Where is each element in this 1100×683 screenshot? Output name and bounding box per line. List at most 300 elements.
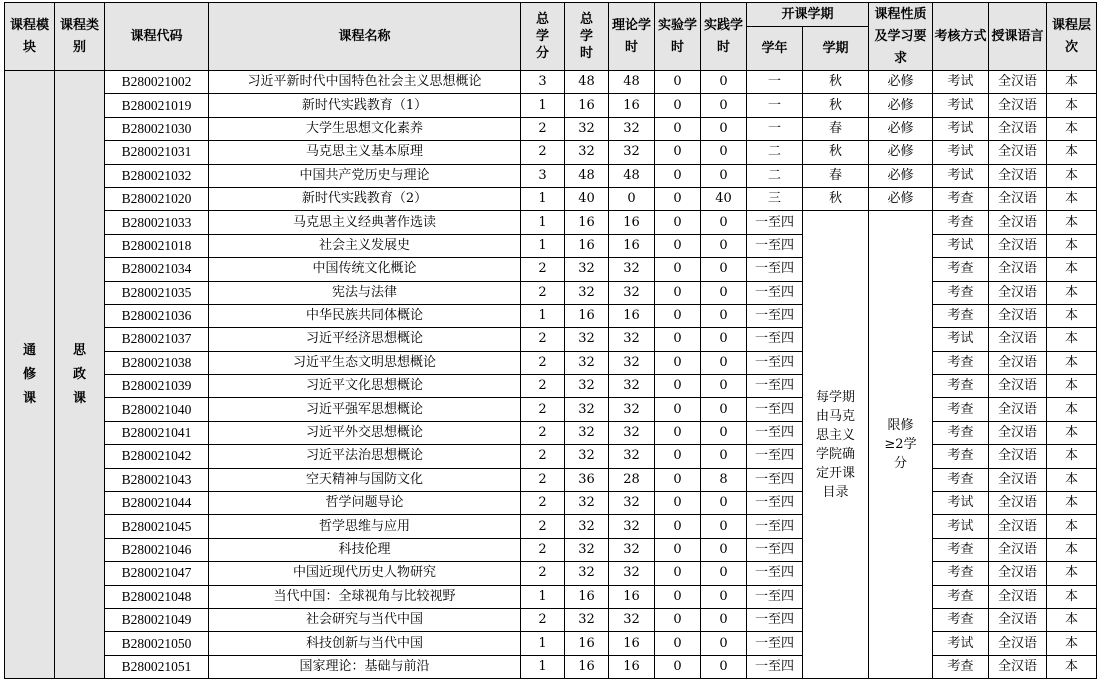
cell-practice: 0: [701, 164, 747, 187]
cell-hours: 32: [565, 258, 609, 281]
cell-hours: 32: [565, 351, 609, 374]
cell-language: 全汉语: [989, 141, 1047, 164]
cell-theory: 32: [609, 398, 655, 421]
cell-theory: 32: [609, 492, 655, 515]
cell-theory: 32: [609, 141, 655, 164]
table-row: [5, 655, 1097, 678]
cell-code: B280021046: [105, 538, 209, 561]
cell-hours: 32: [565, 398, 609, 421]
cell-year: 一至四: [747, 281, 803, 304]
table-row: [5, 375, 1097, 398]
cell-theory: 0: [609, 187, 655, 210]
header-term: 学期: [803, 27, 869, 71]
cell-year: 一: [747, 94, 803, 117]
cell-language: 全汉语: [989, 608, 1047, 631]
cell-credits: 2: [521, 468, 565, 491]
header-module: 课程模块: [5, 3, 55, 71]
cell-practice: 0: [701, 281, 747, 304]
cell-term: 秋: [803, 141, 869, 164]
cell-year: 二: [747, 164, 803, 187]
cell-language: 全汉语: [989, 281, 1047, 304]
cell-credits: 2: [521, 492, 565, 515]
header-level: 课程层次: [1047, 3, 1097, 71]
cell-lab: 0: [655, 117, 701, 140]
cell-level: 本: [1047, 632, 1097, 655]
cell-code: B280021019: [105, 94, 209, 117]
cell-practice: 0: [701, 655, 747, 678]
cell-name: 新时代实践教育（2）: [209, 187, 521, 210]
cell-credits: 1: [521, 655, 565, 678]
cell-code: B280021031: [105, 141, 209, 164]
cell-credits: 2: [521, 281, 565, 304]
cell-code: B280021002: [105, 71, 209, 94]
cell-exam: 考查: [933, 562, 989, 585]
cell-exam: 考试: [933, 71, 989, 94]
cell-hours: 32: [565, 492, 609, 515]
header-hours: 总 学 时: [565, 3, 609, 71]
cell-term: 秋: [803, 71, 869, 94]
cell-name: 宪法与法律: [209, 281, 521, 304]
cell-code: B280021047: [105, 562, 209, 585]
cell-level: 本: [1047, 398, 1097, 421]
cell-credits: 2: [521, 141, 565, 164]
cell-theory: 32: [609, 538, 655, 561]
cell-credits: 1: [521, 211, 565, 234]
cell-level: 本: [1047, 538, 1097, 561]
cell-practice: 0: [701, 141, 747, 164]
cell-hours: 32: [565, 515, 609, 538]
cell-hours: 48: [565, 71, 609, 94]
cell-exam: 考查: [933, 258, 989, 281]
cell-hours: 32: [565, 538, 609, 561]
cell-lab: 0: [655, 375, 701, 398]
cell-hours: 32: [565, 281, 609, 304]
cell-year: 一至四: [747, 421, 803, 444]
curriculum-body: [5, 71, 1097, 679]
cell-hours: 32: [565, 117, 609, 140]
curriculum-table: [4, 2, 1097, 679]
table-row: [5, 304, 1097, 327]
cell-credits: 3: [521, 71, 565, 94]
header-practice-hours: 实践学时: [701, 3, 747, 71]
cell-level: 本: [1047, 375, 1097, 398]
cell-theory: 16: [609, 585, 655, 608]
table-row: [5, 492, 1097, 515]
cell-credits: 2: [521, 375, 565, 398]
cell-language: 全汉语: [989, 445, 1047, 468]
cell-exam: 考查: [933, 655, 989, 678]
cell-hours: 16: [565, 211, 609, 234]
cell-code: B280021048: [105, 585, 209, 608]
cell-theory: 16: [609, 234, 655, 257]
cell-language: 全汉语: [989, 538, 1047, 561]
cell-level: 本: [1047, 71, 1097, 94]
cell-level: 本: [1047, 421, 1097, 444]
cell-exam: 考查: [933, 304, 989, 327]
cell-language: 全汉语: [989, 632, 1047, 655]
cell-code: B280021044: [105, 492, 209, 515]
cell-year: 一至四: [747, 234, 803, 257]
cell-hours: 36: [565, 468, 609, 491]
cell-lab: 0: [655, 632, 701, 655]
cell-theory: 32: [609, 117, 655, 140]
cell-code: B280021040: [105, 398, 209, 421]
cell-hours: 40: [565, 187, 609, 210]
cell-name: 习近平法治思想概论: [209, 445, 521, 468]
cell-language: 全汉语: [989, 398, 1047, 421]
cell-hours: 16: [565, 234, 609, 257]
cell-credits: 2: [521, 421, 565, 444]
cell-year: 二: [747, 141, 803, 164]
cell-year: 一至四: [747, 562, 803, 585]
cell-practice: 0: [701, 608, 747, 631]
cell-practice: 8: [701, 468, 747, 491]
cell-language: 全汉语: [989, 655, 1047, 678]
cell-practice: 0: [701, 258, 747, 281]
table-row: [5, 281, 1097, 304]
header-theory-hours: 理论学时: [609, 3, 655, 71]
cell-code: B280021041: [105, 421, 209, 444]
cell-level: 本: [1047, 608, 1097, 631]
cell-name: 科技创新与当代中国: [209, 632, 521, 655]
cell-exam: 考试: [933, 94, 989, 117]
cell-language: 全汉语: [989, 328, 1047, 351]
cell-code: B280021018: [105, 234, 209, 257]
cell-name: 习近平强军思想概论: [209, 398, 521, 421]
cell-lab: 0: [655, 655, 701, 678]
cell-nature: 必修: [869, 117, 933, 140]
cell-level: 本: [1047, 562, 1097, 585]
cell-name: 马克思主义基本原理: [209, 141, 521, 164]
cell-exam: 考查: [933, 351, 989, 374]
cell-exam: 考试: [933, 234, 989, 257]
cell-theory: 32: [609, 328, 655, 351]
cell-lab: 0: [655, 281, 701, 304]
cell-lab: 0: [655, 492, 701, 515]
cell-lab: 0: [655, 304, 701, 327]
cell-level: 本: [1047, 117, 1097, 140]
cell-exam: 考试: [933, 515, 989, 538]
header-nature: 课程性质及学习要求: [869, 3, 933, 71]
table-row: [5, 585, 1097, 608]
cell-hours: 16: [565, 655, 609, 678]
cell-year: 一至四: [747, 351, 803, 374]
table-row: [5, 468, 1097, 491]
cell-exam: 考查: [933, 375, 989, 398]
cell-lab: 0: [655, 71, 701, 94]
table-row: [5, 141, 1097, 164]
cell-level: 本: [1047, 141, 1097, 164]
cell-lab: 0: [655, 562, 701, 585]
header-language: 授课语言: [989, 3, 1047, 71]
cell-theory: 32: [609, 375, 655, 398]
cell-credits: 2: [521, 258, 565, 281]
cell-year: 一至四: [747, 538, 803, 561]
cell-exam: 考查: [933, 187, 989, 210]
cell-level: 本: [1047, 492, 1097, 515]
cell-theory: 32: [609, 421, 655, 444]
cell-theory: 48: [609, 164, 655, 187]
cell-language: 全汉语: [989, 585, 1047, 608]
cell-theory: 32: [609, 351, 655, 374]
cell-lab: 0: [655, 421, 701, 444]
cell-exam: 考试: [933, 492, 989, 515]
cell-name: 新时代实践教育（1）: [209, 94, 521, 117]
cell-level: 本: [1047, 328, 1097, 351]
cell-code: B280021035: [105, 281, 209, 304]
cell-language: 全汉语: [989, 211, 1047, 234]
cell-code: B280021020: [105, 187, 209, 210]
cell-name: 中国传统文化概论: [209, 258, 521, 281]
cell-theory: 16: [609, 632, 655, 655]
cell-year: 一: [747, 71, 803, 94]
curriculum-table-container: [4, 2, 1097, 679]
cell-exam: 考查: [933, 421, 989, 444]
table-row: [5, 211, 1097, 234]
cell-name: 习近平生态文明思想概论: [209, 351, 521, 374]
cell-name: 当代中国：全球视角与比较视野: [209, 585, 521, 608]
cell-exam: 考查: [933, 585, 989, 608]
cell-year: 一至四: [747, 258, 803, 281]
cell-hours: 16: [565, 632, 609, 655]
cell-language: 全汉语: [989, 187, 1047, 210]
cell-hours: 32: [565, 141, 609, 164]
cell-level: 本: [1047, 585, 1097, 608]
cell-language: 全汉语: [989, 304, 1047, 327]
table-row: [5, 398, 1097, 421]
cell-year: 一至四: [747, 445, 803, 468]
cell-language: 全汉语: [989, 351, 1047, 374]
cell-practice: 0: [701, 632, 747, 655]
cell-exam: 考试: [933, 328, 989, 351]
cell-name: 科技伦理: [209, 538, 521, 561]
cell-practice: 0: [701, 117, 747, 140]
cell-year: 三: [747, 187, 803, 210]
header-year: 学年: [747, 27, 803, 71]
cell-credits: 2: [521, 328, 565, 351]
cell-lab: 0: [655, 328, 701, 351]
cell-theory: 32: [609, 608, 655, 631]
cell-language: 全汉语: [989, 258, 1047, 281]
cell-theory: 32: [609, 281, 655, 304]
cell-name: 哲学问题导论: [209, 492, 521, 515]
cell-credits: 3: [521, 164, 565, 187]
cell-code: B280021039: [105, 375, 209, 398]
cell-name: 习近平新时代中国特色社会主义思想概论: [209, 71, 521, 94]
cell-language: 全汉语: [989, 421, 1047, 444]
table-row: [5, 258, 1097, 281]
cell-credits: 1: [521, 94, 565, 117]
cell-level: 本: [1047, 211, 1097, 234]
cell-hours: 32: [565, 445, 609, 468]
table-row: [5, 164, 1097, 187]
cell-code: B280021034: [105, 258, 209, 281]
cell-name: 空天精神与国防文化: [209, 468, 521, 491]
cell-practice: 0: [701, 585, 747, 608]
table-row: [5, 632, 1097, 655]
cell-lab: 0: [655, 538, 701, 561]
cell-name: 习近平经济思想概论: [209, 328, 521, 351]
cell-level: 本: [1047, 187, 1097, 210]
cell-exam: 考查: [933, 538, 989, 561]
cell-year: 一至四: [747, 608, 803, 631]
cell-practice: 0: [701, 351, 747, 374]
cell-level: 本: [1047, 304, 1097, 327]
cell-level: 本: [1047, 445, 1097, 468]
cell-theory: 16: [609, 211, 655, 234]
table-row: [5, 328, 1097, 351]
cell-year: 一至四: [747, 211, 803, 234]
table-row: [5, 421, 1097, 444]
header-semester-group: 开课学期: [747, 3, 869, 27]
cell-code: B280021032: [105, 164, 209, 187]
cell-credits: 2: [521, 398, 565, 421]
cell-credits: 2: [521, 515, 565, 538]
cell-theory: 32: [609, 445, 655, 468]
cell-code: B280021043: [105, 468, 209, 491]
cell-code: B280021050: [105, 632, 209, 655]
table-row: [5, 515, 1097, 538]
cell-language: 全汉语: [989, 562, 1047, 585]
cell-hours: 32: [565, 608, 609, 631]
cell-language: 全汉语: [989, 515, 1047, 538]
cell-exam: 考查: [933, 211, 989, 234]
cell-language: 全汉语: [989, 71, 1047, 94]
cell-practice: 40: [701, 187, 747, 210]
cell-lab: 0: [655, 211, 701, 234]
cell-exam: 考查: [933, 608, 989, 631]
cell-year: 一: [747, 117, 803, 140]
cell-hours: 32: [565, 562, 609, 585]
cell-lab: 0: [655, 585, 701, 608]
cell-credits: 2: [521, 562, 565, 585]
cell-theory: 28: [609, 468, 655, 491]
table-row: [5, 351, 1097, 374]
cell-name: 哲学思维与应用: [209, 515, 521, 538]
cell-code: B280021038: [105, 351, 209, 374]
cell-practice: 0: [701, 515, 747, 538]
cell-nature: 必修: [869, 94, 933, 117]
cell-language: 全汉语: [989, 117, 1047, 140]
cell-theory: 32: [609, 515, 655, 538]
cell-language: 全汉语: [989, 375, 1047, 398]
module-cell: 通 修 课: [5, 71, 55, 679]
header-name: 课程名称: [209, 3, 521, 71]
cell-practice: 0: [701, 71, 747, 94]
cell-name: 社会主义发展史: [209, 234, 521, 257]
cell-theory: 32: [609, 562, 655, 585]
cell-code: B280021030: [105, 117, 209, 140]
cell-language: 全汉语: [989, 94, 1047, 117]
cell-name: 习近平外交思想概论: [209, 421, 521, 444]
cell-practice: 0: [701, 328, 747, 351]
cell-exam: 考试: [933, 141, 989, 164]
cell-practice: 0: [701, 445, 747, 468]
cell-practice: 0: [701, 398, 747, 421]
table-row: [5, 94, 1097, 117]
cell-credits: 1: [521, 585, 565, 608]
cell-practice: 0: [701, 94, 747, 117]
cell-level: 本: [1047, 515, 1097, 538]
cell-lab: 0: [655, 351, 701, 374]
cell-exam: 考查: [933, 468, 989, 491]
cell-hours: 32: [565, 375, 609, 398]
cell-lab: 0: [655, 608, 701, 631]
cell-practice: 0: [701, 421, 747, 444]
cell-name: 马克思主义经典著作选读: [209, 211, 521, 234]
table-row: [5, 538, 1097, 561]
cell-code: B280021037: [105, 328, 209, 351]
cell-year: 一至四: [747, 655, 803, 678]
cell-lab: 0: [655, 234, 701, 257]
table-row: [5, 608, 1097, 631]
cell-year: 一至四: [747, 328, 803, 351]
cell-hours: 32: [565, 421, 609, 444]
cell-level: 本: [1047, 234, 1097, 257]
cell-language: 全汉语: [989, 492, 1047, 515]
cell-exam: 考查: [933, 398, 989, 421]
elective-term-note: 每学期由马克思主义学院确定开课目录: [803, 211, 869, 679]
cell-name: 社会研究与当代中国: [209, 608, 521, 631]
cell-year: 一至四: [747, 468, 803, 491]
cell-term: 秋: [803, 187, 869, 210]
cell-year: 一至四: [747, 515, 803, 538]
cell-credits: 1: [521, 304, 565, 327]
cell-hours: 16: [565, 585, 609, 608]
cell-lab: 0: [655, 445, 701, 468]
cell-name: 大学生思想文化素养: [209, 117, 521, 140]
cell-code: B280021049: [105, 608, 209, 631]
cell-language: 全汉语: [989, 468, 1047, 491]
cell-nature: 必修: [869, 71, 933, 94]
cell-hours: 32: [565, 328, 609, 351]
cell-level: 本: [1047, 164, 1097, 187]
cell-theory: 48: [609, 71, 655, 94]
cell-term: 春: [803, 117, 869, 140]
category-cell: 思 政 课: [55, 71, 105, 679]
table-row: [5, 187, 1097, 210]
cell-practice: 0: [701, 562, 747, 585]
cell-level: 本: [1047, 468, 1097, 491]
cell-exam: 考试: [933, 164, 989, 187]
cell-lab: 0: [655, 94, 701, 117]
cell-name: 国家理论：基础与前沿: [209, 655, 521, 678]
cell-code: B280021045: [105, 515, 209, 538]
header-code: 课程代码: [105, 3, 209, 71]
cell-name: 中国近现代历史人物研究: [209, 562, 521, 585]
cell-practice: 0: [701, 492, 747, 515]
header-exam: 考核方式: [933, 3, 989, 71]
cell-practice: 0: [701, 211, 747, 234]
cell-practice: 0: [701, 538, 747, 561]
cell-lab: 0: [655, 398, 701, 421]
cell-language: 全汉语: [989, 164, 1047, 187]
cell-name: 习近平文化思想概论: [209, 375, 521, 398]
cell-exam: 考试: [933, 117, 989, 140]
cell-lab: 0: [655, 141, 701, 164]
cell-practice: 0: [701, 375, 747, 398]
cell-practice: 0: [701, 234, 747, 257]
cell-hours: 16: [565, 304, 609, 327]
cell-nature: 必修: [869, 141, 933, 164]
cell-name: 中国共产党历史与理论: [209, 164, 521, 187]
cell-credits: 2: [521, 608, 565, 631]
cell-lab: 0: [655, 515, 701, 538]
cell-name: 中华民族共同体概论: [209, 304, 521, 327]
cell-code: B280021036: [105, 304, 209, 327]
header-category: 课程类别: [55, 3, 105, 71]
table-row: [5, 117, 1097, 140]
